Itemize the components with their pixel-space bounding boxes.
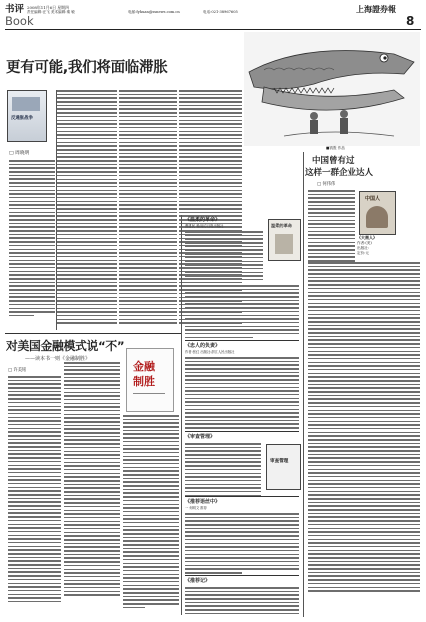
column-divider-middle — [181, 215, 182, 615]
section-title-en: Book — [5, 14, 34, 28]
section-title: 书评 — [5, 4, 25, 15]
second-column-3 — [123, 415, 179, 608]
book-cover-finance — [126, 348, 174, 412]
cartoon-caption: ■钱胜 作品 — [326, 146, 345, 150]
mid-book-1-cover-art — [275, 234, 293, 254]
right-feature-column-a — [308, 190, 355, 262]
mid-divider-2 — [185, 431, 299, 432]
second-headline: 对美国金融模式说“不” — [6, 339, 125, 353]
second-column-1 — [8, 376, 61, 602]
mid-book-5-title: 《推荐记》 — [185, 578, 211, 584]
mid-book-4-title: 《推荐语丝中》 — [185, 499, 221, 505]
right-book-price: 定价:元 — [357, 251, 369, 255]
book-cover-left-art — [12, 97, 40, 111]
mid-book-3-title: 《审查管理》 — [185, 434, 216, 440]
book-cover-left-title: 反通胀战争 — [11, 116, 33, 121]
right-book-title: 《大商人》 — [357, 235, 377, 240]
right-feature-headline-2: 这样一群企业达人 — [305, 168, 374, 178]
phone-line: 电话:021-38967605 — [203, 10, 238, 14]
mid-book-2-subtitle: 作者:张红 出版社:浙江人民出版社 — [185, 350, 235, 354]
mid-book-2-text — [185, 357, 299, 432]
mid-divider-4 — [185, 575, 299, 576]
mid-book-1-text-b — [185, 285, 299, 338]
right-feature-headline-1: 中国曾有过 — [312, 156, 355, 166]
mid-book-1-title: 《温柔的革命》 — [185, 217, 221, 223]
mid-book-2-title: 《忠人的负责》 — [185, 343, 221, 349]
second-author: □ 许美铭 — [8, 368, 27, 373]
date-line: 2008年11月6日 星期四 — [27, 5, 69, 10]
book-cover-finance-rule — [133, 393, 165, 394]
mid-book-3-text — [185, 443, 261, 496]
second-column-2 — [64, 362, 120, 596]
mid-book-1-subtitle: 曹建民 著/南方日报出版社 — [185, 224, 224, 228]
lead-column-1 — [9, 160, 55, 316]
right-feature-column-b — [308, 262, 420, 592]
column-divider-right — [303, 152, 304, 617]
column-divider-left — [56, 90, 57, 330]
lead-author: □ 周晓明 — [9, 151, 30, 156]
mid-divider-1 — [185, 340, 299, 341]
mid-book-5-text — [185, 587, 299, 614]
masthead-rule — [5, 29, 421, 30]
editor-line: 责任编辑:汪飞 美术编辑:秦 敏 — [27, 10, 75, 14]
paper-name: 上海證券報 — [356, 4, 396, 14]
cartoon-illustration — [244, 32, 420, 146]
second-subtitle: ——读本书一则《金融制胜》 — [25, 356, 91, 362]
page-number: 8 — [406, 14, 415, 28]
right-book-publisher: 出版社: — [357, 246, 369, 250]
book-cover-right-art — [366, 206, 388, 228]
mid-book-4-subtitle: 一 何明文 推荐 — [185, 506, 207, 510]
lead-column-2 — [57, 90, 117, 324]
book-cover-left — [7, 90, 47, 142]
mid-book-1-cover-label: 温柔的革命 — [271, 223, 292, 228]
book-cover-right — [359, 191, 396, 235]
lead-headline: 更有可能,我们将面临滞胀 — [6, 60, 168, 76]
book-cover-finance-title-1: 金融 — [133, 360, 155, 373]
lead-column-3 — [119, 90, 177, 324]
right-feature-author: □ 何伟伟 — [317, 182, 336, 187]
book-cover-finance-title-2: 制胜 — [133, 375, 155, 388]
mid-divider-3 — [185, 496, 299, 497]
mid-book-3-cover-label: 审查管理 — [270, 459, 289, 464]
mid-book-3-cover — [266, 444, 301, 490]
book-cover-right-title: 中国人 — [365, 196, 381, 202]
mid-book-1-text — [185, 231, 263, 280]
section-divider — [5, 333, 181, 334]
mid-book-4-text — [185, 513, 299, 574]
mid-book-1-cover — [268, 219, 301, 261]
right-book-author: 作者:(美) — [357, 241, 372, 245]
email-line: 电邮:fyhuan@ssnews.com.cn — [128, 10, 180, 14]
